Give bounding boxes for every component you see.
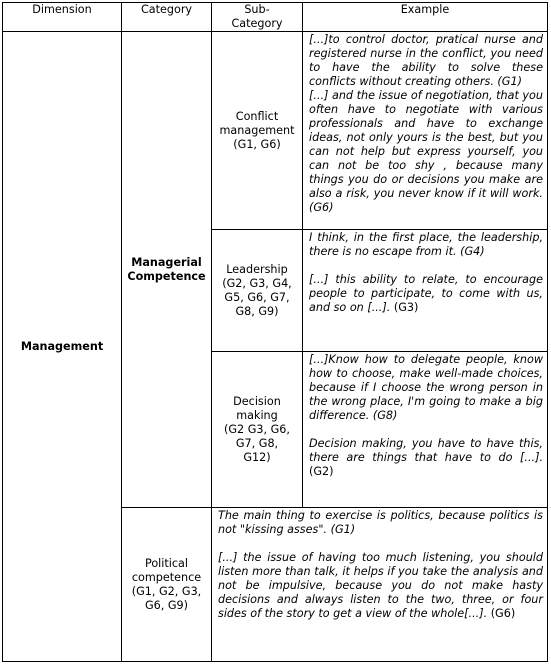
subcategory-conflict-label: Conflict management (G1, G6) [219,109,295,151]
example-decision-quote-2-text: Decision making, you have to have this, there are things that have to do [...]. [309,437,543,464]
example-cell-conflict [303,32,548,230]
management-competence-table [2,2,548,662]
example-decision-quote-1: [...]Know how to delegate people, know how to choose, make well-made choices, because if I choose the wrong person in the wrong place, I'm going to make a big difference. (G8) [309,353,543,422]
subcategory-cell-decision [212,352,303,508]
subcategory-cell-conflict [212,32,303,230]
dimension-label: Management [20,340,104,353]
subcategory-decision-label: Decision making (G2 G3, G6, G7, G8, G12) [224,394,290,464]
example-political-quote-2-ref: (G6) [487,607,516,620]
example-leadership-quote-2 [309,273,543,315]
table-row-conflict [3,32,548,230]
example-leadership-quote-2-ref: (G3) [390,301,419,314]
subcategory-leadership-label: Leadership (G2, G3, G4, G5, G6, G7, G8, G9) [222,262,292,318]
header-category: Category [122,3,212,32]
example-cell-political [212,508,548,662]
header-dimension: Dimension [3,3,122,32]
example-cell-leadership [303,230,548,352]
example-decision-quote-2-ref: (G2) [309,465,334,478]
example-cell-decision [303,352,548,508]
example-decision-quote-2 [309,437,543,479]
example-conflict-quote-1: [...]to control doctor, pratical nurse and registered nurse in the conflict, you need to have the ability to solve these conflicts without creating others. (G1) [309,33,543,88]
category-cell-managerial [122,32,212,508]
header-row [3,3,548,32]
category-cell-political [122,508,212,662]
example-leadership-quote-2-text: [...] this ability to relate, to encourage people to participate, to come with us, and so on [...]. [309,273,543,314]
category-managerial-label: Managerial Competence [127,255,206,283]
example-leadership-quote-1: I think, in the first place, the leadership, there is no escape from it. (G4) [309,231,543,258]
example-political-quote-1: The main thing to exercise is politics, because politics is not "kissing asses". (G1) [218,509,543,536]
header-subcategory-label: Sub- Category [231,3,283,30]
example-political-quote-2-text: [...] the issue of having too much listening, you should listen more than talk, it helps if you take the analysis and not be impulsive, because you do not make hasty decisions and always listen to the two, three, or four sides of the story to get a view of the whole[...]. [218,551,543,620]
subcategory-cell-leadership [212,230,303,352]
example-political-quote-2 [218,551,543,621]
dimension-cell [3,32,122,662]
category-political-label: Political competence (G1, G2, G3, G6, G9) [131,556,202,612]
example-conflict-quote-2: [...] and the issue of negotiation, that you often have to negotiate with various professionals and have to exchange ideas, not only yours is the best, but you can not help but express yourself, you can not be too shy , because many things you do or decisions you make are also a risk, you never know if it will work. (G6) [309,89,543,214]
header-example: Example [303,3,548,32]
header-subcategory [212,3,303,32]
